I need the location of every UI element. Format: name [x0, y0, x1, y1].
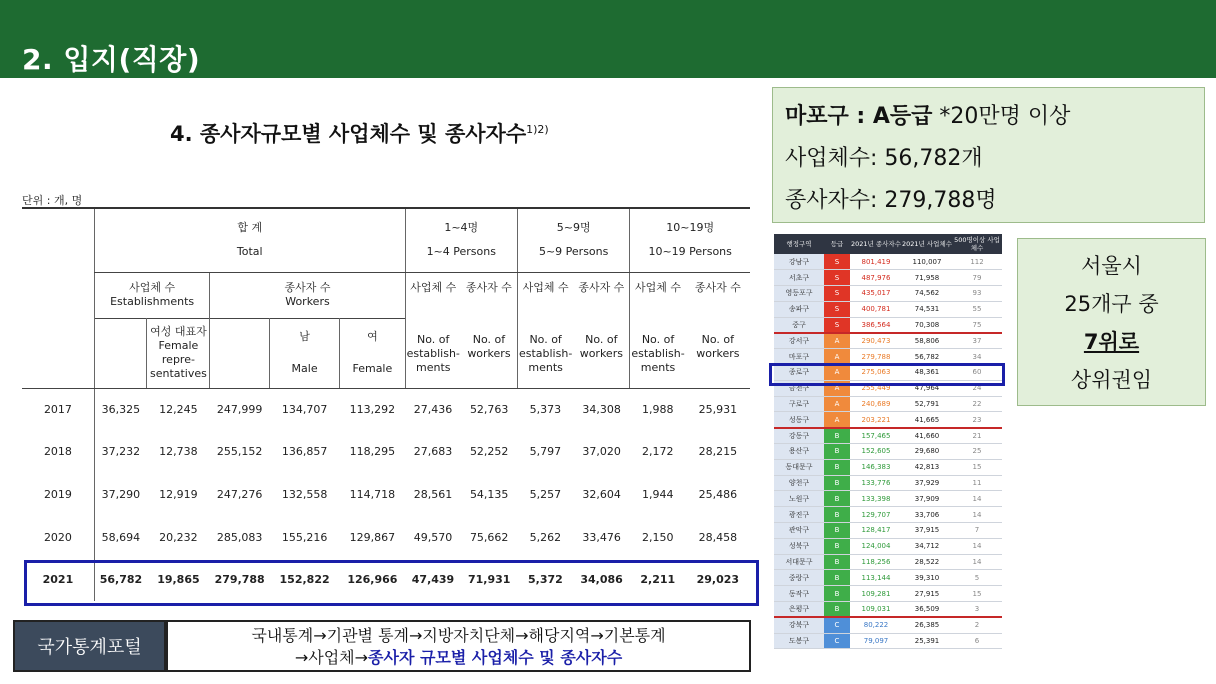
group3-header-en: 10~19 Persons [648, 245, 732, 259]
value-cell: 32,604 [582, 487, 621, 501]
value-cell: 5,262 [529, 530, 562, 544]
district-name: 용산구 [774, 444, 824, 460]
g2-work-en: No. of workers [579, 332, 623, 360]
group3-header-ko: 10~19명 [666, 221, 715, 235]
district-workers: 79,097 [850, 633, 902, 649]
district-grade: A [824, 380, 850, 396]
female-rep-ko: 여성 대표자 [150, 325, 207, 338]
district-large-establishments: 14 [952, 538, 1002, 554]
district-large-establishments: 34 [952, 349, 1002, 365]
district-grade: B [824, 570, 850, 586]
district-name: 송파구 [774, 301, 824, 317]
district-workers: 203,221 [850, 412, 902, 428]
workers-header-en: Workers [285, 295, 330, 308]
female-header [340, 318, 405, 388]
district-grade: B [824, 602, 850, 618]
value-cell: 118,295 [349, 445, 396, 459]
district-name: 영등포구 [774, 286, 824, 302]
district-grade: B [824, 428, 850, 444]
district-name: 서대문구 [774, 554, 824, 570]
district-large-establishments: 25 [952, 444, 1002, 460]
district-workers: 124,004 [850, 538, 902, 554]
value-cell: 247,999 [216, 403, 263, 417]
value-cell: 155,216 [281, 530, 328, 544]
district-establishments: 71,958 [902, 270, 952, 286]
district-row [774, 428, 1002, 444]
value-cell: 2,172 [642, 445, 674, 459]
district-name: 노원구 [774, 491, 824, 507]
rank-line1: 서울시 [1081, 254, 1142, 278]
year-cell: 2017 [43, 403, 72, 417]
district-establishments: 41,660 [902, 428, 952, 444]
group1-header-ko: 1~4명 [444, 221, 479, 235]
g1-est-ko: 사업체 수 [410, 280, 457, 294]
district-grade: S [824, 317, 850, 333]
district-large-establishments: 15 [952, 586, 1002, 602]
value-cell: 279,788 [214, 573, 265, 587]
total-header-ko: 합 계 [237, 221, 263, 235]
district-grade: A [824, 365, 850, 381]
statistics-path-line1: 국내통계→기관별 통계→지방자치단체→해당지역→기본통계 [251, 626, 666, 645]
district-grade: S [824, 270, 850, 286]
district-row [774, 286, 1002, 302]
district-workers: 801,419 [850, 254, 902, 270]
district-name: 서초구 [774, 270, 824, 286]
group2-header-ko: 5~9명 [556, 221, 591, 235]
district-establishments: 28,522 [902, 554, 952, 570]
value-cell: 2,150 [642, 530, 674, 544]
district-ranking-table [774, 234, 1002, 649]
value-cell: 36,325 [94, 388, 147, 431]
district-establishments: 26,385 [902, 617, 952, 633]
value-cell: 5,373 [529, 403, 562, 417]
district-workers: 435,017 [850, 286, 902, 302]
district-establishments: 25,391 [902, 633, 952, 649]
establishments-header [94, 272, 209, 318]
district-row [774, 617, 1002, 633]
value-cell: 27,683 [413, 445, 453, 459]
district-header-cell: 행정구역 [774, 234, 824, 254]
district-establishments: 37,909 [902, 491, 952, 507]
district-row [774, 491, 1002, 507]
district-name: 성북구 [774, 538, 824, 554]
statistics-path-line2 [168, 647, 749, 669]
table-title [170, 118, 549, 148]
district-large-establishments: 75 [952, 317, 1002, 333]
female-rep-header [147, 318, 210, 388]
grade-district: 마포구 : A등급 [785, 104, 933, 129]
district-name: 강남구 [774, 254, 824, 270]
district-workers: 157,465 [850, 428, 902, 444]
district-large-establishments: 60 [952, 365, 1002, 381]
value-cell: 58,694 [94, 516, 147, 559]
district-grade: B [824, 444, 850, 460]
statistics-path-emphasis: 종사자 규모별 사업체수 및 종사자수 [368, 648, 623, 667]
value-cell: 71,931 [467, 573, 511, 587]
value-cell: 28,458 [698, 530, 738, 544]
year-cell: 2018 [43, 445, 72, 459]
district-large-establishments: 3 [952, 602, 1002, 618]
value-cell: 152,822 [279, 573, 330, 587]
district-grade: A [824, 333, 850, 349]
district-workers: 152,605 [850, 444, 902, 460]
g1-work-header [461, 272, 518, 388]
district-establishments: 39,310 [902, 570, 952, 586]
district-row [774, 570, 1002, 586]
district-workers: 109,281 [850, 586, 902, 602]
table-title-footnote: 1)2) [526, 123, 549, 136]
district-large-establishments: 6 [952, 633, 1002, 649]
district-establishments: 58,806 [902, 333, 952, 349]
district-grade: B [824, 586, 850, 602]
district-establishments: 37,915 [902, 523, 952, 539]
year-cell: 2021 [42, 573, 74, 587]
district-name: 양천구 [774, 475, 824, 491]
district-grade: C [824, 617, 850, 633]
district-workers: 290,473 [850, 333, 902, 349]
establishments-header-ko: 사업체 수 [129, 281, 176, 294]
district-row [774, 633, 1002, 649]
district-workers: 133,398 [850, 491, 902, 507]
district-ranking-panel [774, 234, 1002, 666]
district-grade: S [824, 301, 850, 317]
table-row [22, 473, 750, 516]
value-cell: 12,245 [159, 403, 198, 417]
female-ko: 여 [367, 330, 378, 343]
district-name: 종로구 [774, 365, 824, 381]
table-row [22, 516, 750, 559]
highlight-2021-box [24, 560, 759, 606]
value-cell: 34,308 [582, 403, 621, 417]
district-name: 중랑구 [774, 570, 824, 586]
district-large-establishments: 22 [952, 396, 1002, 412]
g2-est-en: No. of establish- ments [518, 332, 573, 374]
district-establishments: 34,712 [902, 538, 952, 554]
district-header-cell: 2021년 사업체수 [902, 234, 952, 254]
g3-work-ko: 종사자 수 [694, 280, 741, 294]
value-cell: 20,232 [159, 530, 198, 544]
grade-workers: 종사자수: 279,788명 [785, 188, 997, 213]
stats-table [22, 207, 750, 601]
value-cell: 129,867 [349, 530, 396, 544]
district-header-row [774, 234, 1002, 254]
district-name: 금천구 [774, 380, 824, 396]
district-row [774, 602, 1002, 618]
g3-est-ko: 사업체 수 [635, 280, 682, 294]
district-large-establishments: 15 [952, 459, 1002, 475]
female-en: Female [352, 362, 393, 375]
total-header-en: Total [236, 245, 263, 259]
value-cell: 29,023 [696, 573, 740, 587]
district-large-establishments: 14 [952, 491, 1002, 507]
value-cell: 12,919 [159, 487, 198, 501]
rank-line3: 7위로 [1083, 330, 1140, 354]
male-header [269, 318, 339, 388]
district-row [774, 523, 1002, 539]
district-large-establishments: 14 [952, 554, 1002, 570]
district-grade: B [824, 554, 850, 570]
district-row [774, 554, 1002, 570]
value-cell: 25,931 [698, 403, 738, 417]
district-row [774, 396, 1002, 412]
value-cell: 52,252 [469, 445, 509, 459]
mapo-highlight-box [769, 363, 1005, 386]
male-ko: 남 [299, 330, 310, 343]
value-cell: 5,257 [529, 487, 562, 501]
district-grade: B [824, 538, 850, 554]
value-cell: 113,292 [349, 403, 396, 417]
district-grade: A [824, 412, 850, 428]
value-cell: 136,857 [281, 445, 328, 459]
district-row [774, 301, 1002, 317]
district-name: 관악구 [774, 523, 824, 539]
work-total-subheader [210, 318, 270, 388]
district-workers: 133,776 [850, 475, 902, 491]
value-cell: 255,152 [216, 445, 263, 459]
district-establishments: 70,308 [902, 317, 952, 333]
district-large-establishments: 14 [952, 507, 1002, 523]
value-cell: 19,865 [157, 573, 200, 587]
value-cell: 37,290 [94, 473, 147, 516]
district-workers: 80,222 [850, 617, 902, 633]
district-name: 도봉구 [774, 633, 824, 649]
district-header-cell: 2021년 종사자수 [850, 234, 902, 254]
district-name: 동대문구 [774, 459, 824, 475]
value-cell: 132,558 [281, 487, 328, 501]
district-name: 강서구 [774, 333, 824, 349]
value-cell: 28,215 [698, 445, 738, 459]
g2-work-ko: 종사자 수 [578, 280, 625, 294]
district-row [774, 475, 1002, 491]
district-grade: B [824, 507, 850, 523]
district-workers: 146,383 [850, 459, 902, 475]
table-row [22, 388, 750, 431]
value-cell: 49,570 [413, 530, 453, 544]
workers-header [210, 272, 405, 318]
district-establishments: 110,007 [902, 254, 952, 270]
district-workers: 279,788 [850, 349, 902, 365]
establishments-header-en: Establishments [110, 295, 195, 308]
district-row [774, 444, 1002, 460]
g1-work-en: No. of workers [467, 332, 511, 360]
district-workers: 129,707 [850, 507, 902, 523]
grade-summary-box [772, 87, 1205, 223]
district-grade: B [824, 523, 850, 539]
rank-line2: 25개구 중 [1064, 292, 1159, 316]
grade-line [785, 96, 1192, 138]
rank-line4: 상위권임 [1070, 368, 1153, 392]
district-name: 중구 [774, 317, 824, 333]
workers-header-ko: 종사자 수 [284, 281, 331, 294]
district-name: 강동구 [774, 428, 824, 444]
district-name: 동작구 [774, 586, 824, 602]
district-establishments: 56,782 [902, 349, 952, 365]
district-workers: 240,689 [850, 396, 902, 412]
district-establishments: 27,915 [902, 586, 952, 602]
value-cell: 34,086 [580, 573, 623, 587]
value-cell: 126,966 [347, 573, 398, 587]
value-cell: 47,439 [411, 573, 455, 587]
value-cell: 247,276 [216, 487, 263, 501]
statistics-path [166, 620, 751, 672]
district-grade: S [824, 254, 850, 270]
district-large-establishments: 55 [952, 301, 1002, 317]
female-rep-en: Female repre- sentatives [149, 339, 207, 380]
value-cell: 27,436 [413, 403, 453, 417]
district-workers: 128,417 [850, 523, 902, 539]
district-grade: B [824, 475, 850, 491]
district-workers: 113,144 [850, 570, 902, 586]
district-large-establishments: 37 [952, 333, 1002, 349]
g1-est-header [405, 272, 461, 388]
page-title: 2. 입지(직장) [22, 43, 201, 76]
group1-header [405, 208, 517, 272]
male-en: Male [291, 362, 318, 375]
value-cell: 1,988 [642, 403, 674, 417]
value-cell: 2,211 [640, 573, 676, 587]
district-establishments: 47,964 [902, 380, 952, 396]
district-large-establishments: 5 [952, 570, 1002, 586]
district-name: 광진구 [774, 507, 824, 523]
district-large-establishments: 21 [952, 428, 1002, 444]
g2-work-header [573, 272, 630, 388]
g3-work-header [686, 272, 750, 388]
value-cell: 28,561 [413, 487, 453, 501]
group3-header [630, 208, 750, 272]
value-cell: 52,763 [469, 403, 509, 417]
g3-est-header [630, 272, 686, 388]
district-row [774, 538, 1002, 554]
district-workers: 118,256 [850, 554, 902, 570]
g1-work-ko: 종사자 수 [465, 280, 512, 294]
district-large-establishments: 79 [952, 270, 1002, 286]
grade-criteria: *20만명 이상 [939, 104, 1071, 129]
district-name: 강북구 [774, 617, 824, 633]
total-header [94, 208, 405, 272]
district-large-establishments: 93 [952, 286, 1002, 302]
g2-est-ko: 사업체 수 [522, 280, 569, 294]
district-establishments: 36,509 [902, 602, 952, 618]
group2-header-en: 5~9 Persons [538, 245, 609, 259]
district-establishments: 74,531 [902, 301, 952, 317]
district-establishments: 52,791 [902, 396, 952, 412]
district-header-cell: 등급 [824, 234, 850, 254]
table-title-text: 4. 종사자규모별 사업체수 및 종사자수 [170, 122, 527, 146]
district-body [774, 254, 1002, 649]
district-establishments: 42,813 [902, 459, 952, 475]
district-workers: 386,564 [850, 317, 902, 333]
g3-work-en: No. of workers [696, 332, 740, 360]
district-establishments: 37,929 [902, 475, 952, 491]
g2-est-header [517, 272, 573, 388]
district-large-establishments: 7 [952, 523, 1002, 539]
district-establishments: 33,706 [902, 507, 952, 523]
district-workers: 255,449 [850, 380, 902, 396]
district-large-establishments: 24 [952, 380, 1002, 396]
district-grade: S [824, 286, 850, 302]
rank-summary-box [1017, 238, 1206, 406]
value-cell: 114,718 [349, 487, 396, 501]
district-establishments: 41,665 [902, 412, 952, 428]
year-cell: 2020 [43, 530, 72, 544]
district-name: 은평구 [774, 602, 824, 618]
district-establishments: 74,562 [902, 286, 952, 302]
value-cell: 56,782 [94, 558, 147, 601]
district-workers: 109,031 [850, 602, 902, 618]
value-cell: 33,476 [582, 530, 621, 544]
unit-label: 단위 : 개, 명 [22, 194, 83, 207]
district-establishments: 29,680 [902, 444, 952, 460]
district-row [774, 459, 1002, 475]
value-cell: 12,738 [159, 445, 198, 459]
g1-est-en: No. of establish- ments [406, 332, 460, 374]
g3-est-en: No. of establish- ments [631, 332, 685, 374]
district-name: 마포구 [774, 349, 824, 365]
district-grade: B [824, 459, 850, 475]
statistics-path-plain: →사업체→ [294, 648, 369, 667]
group1-header-en: 1~4 Persons [426, 245, 496, 259]
value-cell: 5,372 [527, 573, 563, 587]
district-name: 성동구 [774, 412, 824, 428]
district-workers: 400,781 [850, 301, 902, 317]
group2-header [517, 208, 629, 272]
district-large-establishments: 112 [952, 254, 1002, 270]
district-workers: 275,063 [850, 365, 902, 381]
district-row [774, 507, 1002, 523]
district-name: 구로구 [774, 396, 824, 412]
district-workers: 487,976 [850, 270, 902, 286]
district-grade: B [824, 491, 850, 507]
district-large-establishments: 23 [952, 412, 1002, 428]
value-cell: 25,486 [698, 487, 738, 501]
year-header-cell [22, 208, 94, 388]
statistics-portal-label: 국가통계포털 [13, 620, 166, 672]
district-large-establishments: 2 [952, 617, 1002, 633]
value-cell: 37,232 [94, 431, 147, 474]
district-header-cell: 500명이상 사업체수 [952, 234, 1002, 254]
value-cell: 54,135 [469, 487, 509, 501]
est-total-subheader [94, 318, 147, 388]
district-row [774, 586, 1002, 602]
value-cell: 75,662 [469, 530, 509, 544]
value-cell: 134,707 [281, 403, 328, 417]
district-establishments: 48,361 [902, 365, 952, 381]
district-grade: A [824, 349, 850, 365]
district-grade: C [824, 633, 850, 649]
year-cell: 2019 [43, 487, 72, 501]
value-cell: 5,797 [529, 445, 562, 459]
value-cell: 37,020 [582, 445, 621, 459]
district-row [774, 270, 1002, 286]
district-row [774, 317, 1002, 333]
table-row [22, 431, 750, 474]
value-cell: 285,083 [216, 530, 263, 544]
district-grade: A [824, 396, 850, 412]
district-large-establishments: 11 [952, 475, 1002, 491]
district-row [774, 333, 1002, 349]
grade-establishments: 사업체수: 56,782개 [785, 146, 983, 171]
district-row [774, 412, 1002, 428]
district-row [774, 254, 1002, 270]
value-cell: 1,944 [642, 487, 674, 501]
